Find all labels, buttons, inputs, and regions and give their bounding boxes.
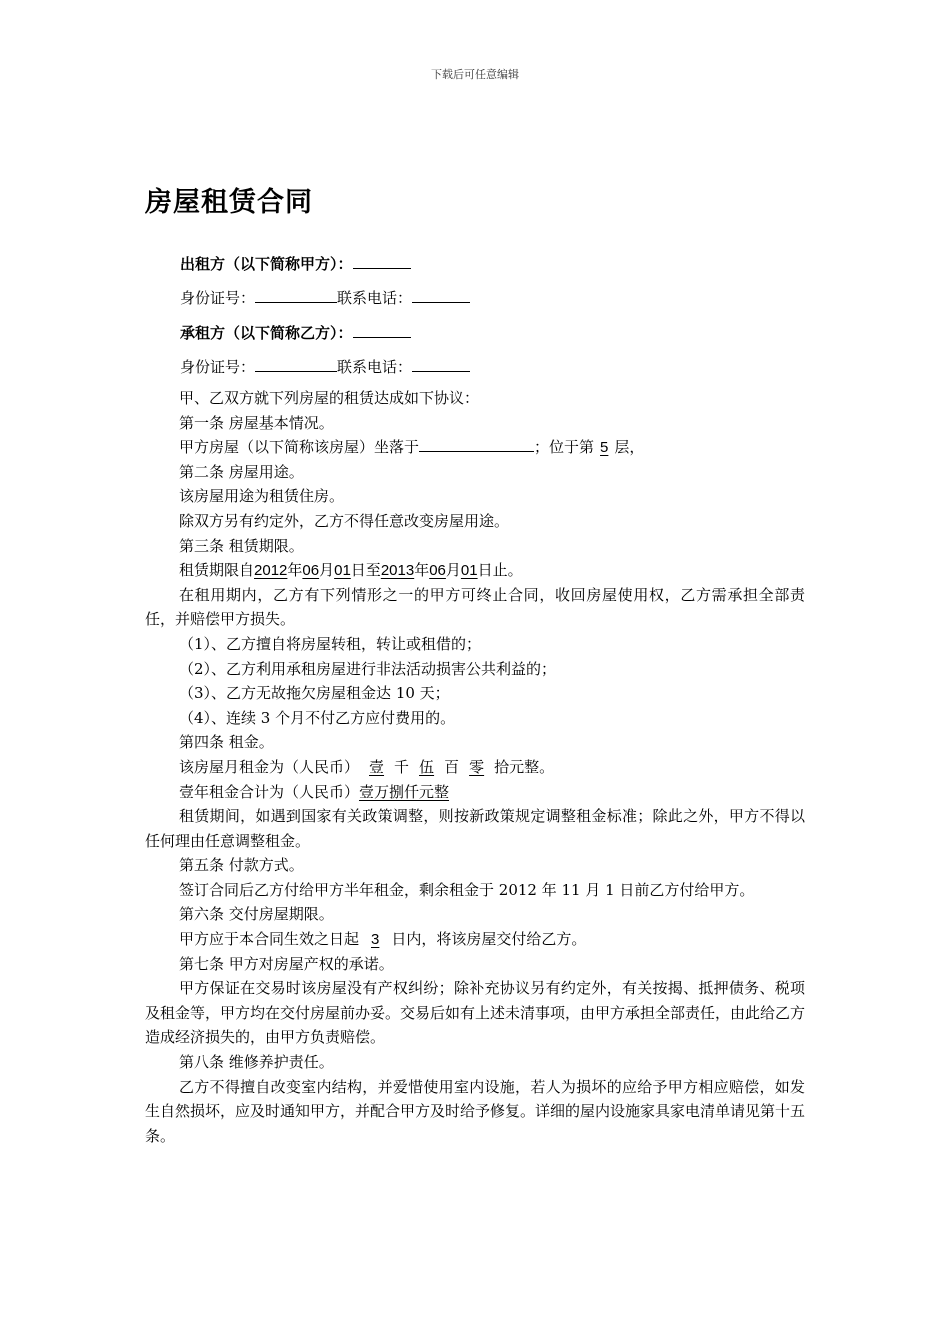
start-year: 2012 (254, 562, 288, 580)
rent-hundreds: 伍 (419, 757, 435, 776)
party-b-id-label: 身份证号： (180, 358, 256, 376)
art1-text-c: 层， (614, 438, 645, 457)
party-a-phone-label: 联系电话： (337, 289, 413, 307)
art1-heading: 第一条 房屋基本情况。 (179, 413, 334, 432)
party-a-id-label: 身份证号： (180, 289, 256, 307)
art7-heading: 第七条 甲方对房屋产权的承诺。 (179, 954, 394, 973)
start-day: 01 (334, 562, 351, 580)
rent-text-1: 该房屋月租金为（人民币） (179, 757, 360, 776)
party-b-id-line (180, 355, 470, 378)
art7-p1: 甲方保证在交易时该房屋没有产权纠纷；除补充协议另有约定外，有关按揭、抵押债务、税项及租金等，甲方均在交付房屋前办妥。交易后如有上述未清事项，由甲方承担全部责任，由此给乙方造成经济损失的，由甲方负责赔偿。 (145, 979, 806, 1047)
contract-body (145, 386, 805, 1148)
monthly-rent (145, 755, 805, 780)
delivery-days: 3 (371, 931, 380, 949)
end-year: 2013 (380, 562, 415, 580)
art3-p1: 在租用期内，乙方有下列情形之一的甲方可终止合同，收回房屋使用权，乙方需承担全部责任，并赔偿甲方损失。 (145, 585, 805, 629)
lease-text-5: 年 (414, 561, 430, 580)
rent-thousands: 壹 (369, 757, 385, 776)
art3-item-3: （3）、乙方无故拖欠房屋租金达 10 天； (179, 684, 450, 703)
party-a-name-blank[interactable] (353, 252, 411, 269)
art1-text-a: 甲方房屋（以下简称该房屋）坐落于 (179, 438, 420, 457)
art8-heading: 第八条 维修养护责任。 (179, 1053, 334, 1072)
art8-p1: 乙方不得擅自改变室内结构，并爱惜使用室内设施，若人为损坏的应给予甲方相应赔偿，如发生自然损坏，应及时通知甲方，并配合甲方及时给予修复。详细的屋内设施家具家电清单请见第十五条。 (145, 1077, 806, 1145)
start-month: 06 (302, 562, 320, 580)
art5-p1: 签订合同后乙方付给甲方半年租金，剩余租金于 2012 年 11 月 1 日前乙方付给甲方。 (179, 880, 755, 899)
delivery-period (145, 927, 805, 952)
art3-item-2: （2）、乙方利用承租房屋进行非法活动损害公共利益的； (179, 659, 557, 678)
lease-text-2: 年 (287, 561, 303, 580)
party-b-name-blank[interactable] (353, 321, 411, 338)
floor-value: 5 (600, 439, 609, 457)
art5-heading: 第五条 付款方式。 (179, 856, 304, 875)
header-note: 下载后可任意编辑 (431, 68, 519, 81)
lease-period (145, 558, 805, 583)
party-b-label: 承租方（以下简称乙方）： (180, 324, 353, 342)
end-month: 06 (429, 562, 446, 580)
art2-p2: 除双方另有约定外，乙方不得任意改变房屋用途。 (179, 511, 510, 530)
intro: 甲、乙双方就下列房屋的租赁达成如下协议： (179, 389, 480, 407)
yearly-amount: 壹万捌仟元整 (359, 782, 450, 801)
party-a-id-blank[interactable] (255, 286, 337, 303)
party-a-id-line (180, 286, 470, 309)
rent-tens: 零 (469, 757, 485, 776)
art4-heading: 第四条 租金。 (179, 733, 274, 752)
party-b-phone-blank[interactable] (412, 355, 470, 372)
yearly-text: 壹年租金合计为（人民币） (179, 782, 360, 801)
art3-item-4: （4）、连续 3 个月不付乙方应付费用的。 (179, 708, 456, 727)
lease-text-3: 月 (319, 561, 335, 580)
art2-p1: 该房屋用途为租赁住房。 (179, 487, 345, 506)
party-a-label: 出租方（以下简称甲方）： (180, 255, 353, 273)
party-a-phone-blank[interactable] (412, 286, 470, 303)
delivery-text-1: 甲方应于本合同生效之日起 (179, 930, 360, 949)
party-b-line (180, 321, 411, 344)
party-a-line (180, 252, 411, 275)
rent-text-4: 拾元整。 (494, 757, 555, 776)
art1-text-b: ；位于第 (534, 438, 595, 457)
rent-text-3: 百 (444, 757, 460, 776)
lease-text-4: 日至 (350, 561, 381, 580)
lease-text-1: 租赁期限自 (179, 561, 255, 580)
party-b-id-blank[interactable] (255, 355, 337, 372)
delivery-text-2: 日内，将该房屋交付给乙方。 (391, 930, 587, 949)
party-b-phone-label: 联系电话： (337, 358, 413, 376)
lease-text-6: 月 (445, 561, 461, 580)
lease-text-7: 日止。 (477, 561, 523, 580)
art3-item-1: （1）、乙方擅自将房屋转租，转让或租借的； (179, 634, 482, 653)
art2-heading: 第二条 房屋用途。 (179, 462, 304, 481)
end-day: 01 (460, 562, 478, 580)
address-blank[interactable] (419, 435, 534, 452)
rent-text-2: 千 (394, 757, 410, 776)
art3-heading: 第三条 租赁期限。 (179, 536, 304, 555)
art4-p1: 租赁期间，如遇到国家有关政策调整，则按新政策规定调整租金标准；除此之外，甲方不得以任何理由任意调整租金。 (145, 807, 805, 850)
yearly-rent (145, 780, 805, 805)
art6-heading: 第六条 交付房屋期限。 (179, 905, 334, 924)
art1-location (145, 435, 805, 460)
document-title: 房屋租赁合同 (145, 187, 313, 218)
